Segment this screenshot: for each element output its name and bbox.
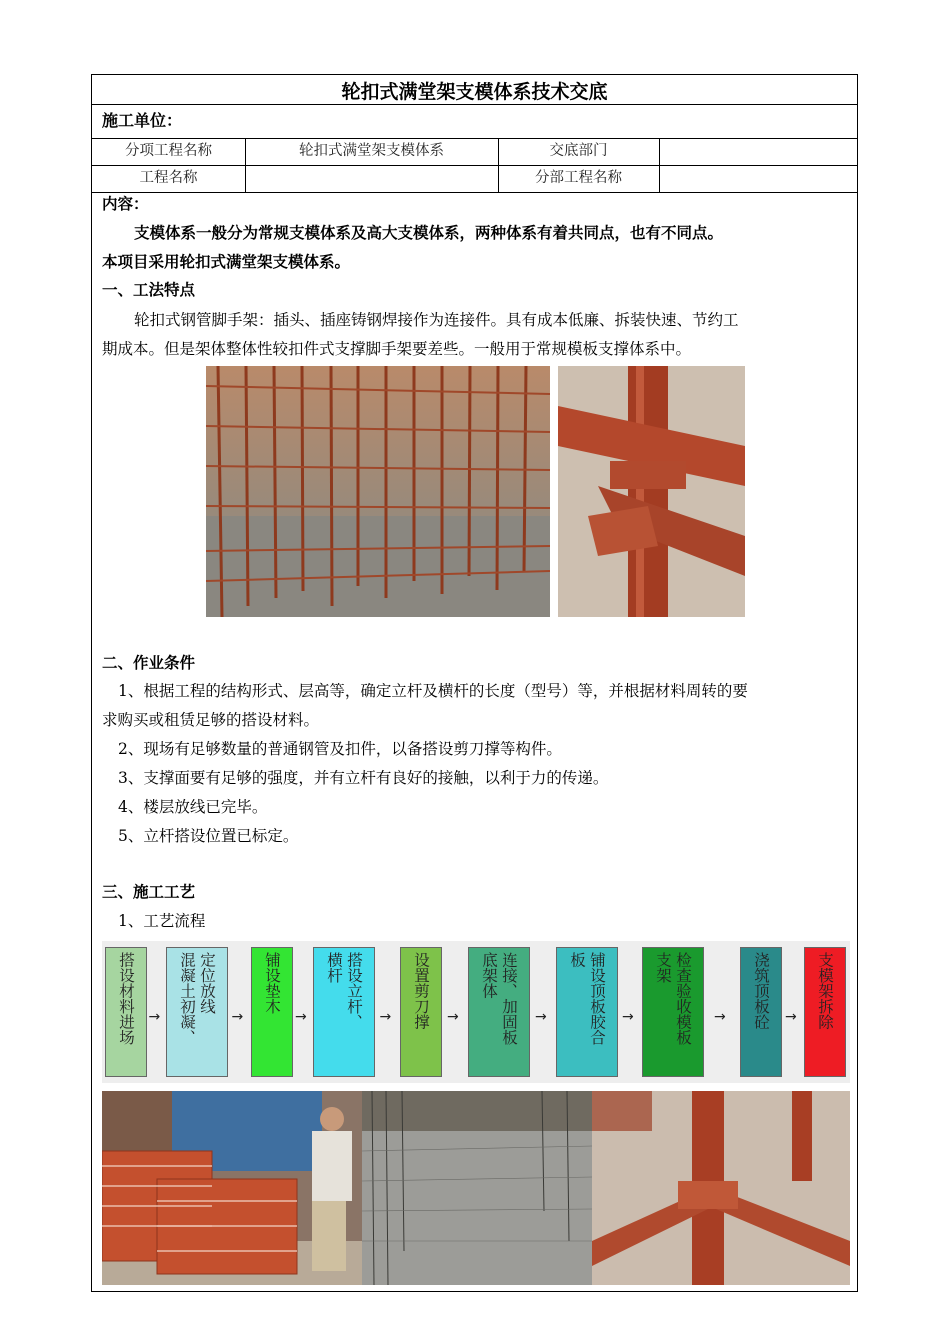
flow-arrow-icon: → xyxy=(447,1009,459,1025)
sub-project-name-label: 分项工程名称 xyxy=(125,143,212,159)
flow-step-label: 浇筑顶板砼 xyxy=(752,952,770,1030)
division-name-value xyxy=(659,165,858,191)
flow-arrow-icon: → xyxy=(535,1009,547,1025)
condition-2: 2、现场有足够数量的普通钢管及扣件，以备搭设剪刀撑等构件。 xyxy=(118,740,562,758)
flow-arrow-icon: → xyxy=(295,1009,307,1025)
process-flow-subtitle: 1、工艺流程 xyxy=(118,912,206,930)
pole-base-photo xyxy=(592,1091,850,1285)
condition-3: 3、支撑面要有足够的强度，并有立杆有良好的接触，以利于力的传递。 xyxy=(118,769,609,787)
intro-line-2: 本项目采用轮扣式满堂架支模体系。 xyxy=(102,253,351,271)
flow-arrow-icon: → xyxy=(714,1009,726,1025)
content-label: 内容： xyxy=(102,195,149,213)
flow-step-label: 搭设材料进场 xyxy=(117,952,135,1045)
section-2-title: 二、作业条件 xyxy=(102,654,196,672)
flow-step-label: 横杆 xyxy=(325,952,343,983)
flow-step xyxy=(166,947,228,1077)
flow-step xyxy=(251,947,293,1077)
section-3-title: 三、施工工艺 xyxy=(102,883,196,901)
flow-step-label: 板 xyxy=(568,952,586,968)
department-value xyxy=(659,138,858,164)
construction-unit-label: 施工单位： xyxy=(102,111,183,130)
section-1-para-line-1: 轮扣式钢管脚手架：插头、插座铸钢焊接作为连接件。具有成本低廉、拆装快速、节约工 xyxy=(134,311,739,329)
project-name-label: 工程名称 xyxy=(139,170,198,186)
process-flow-diagram xyxy=(102,941,850,1083)
intro-line-1: 支模体系一般分为常规支模体系及高大支模体系，两种体系有着共同点，也有不同点。 xyxy=(134,224,724,242)
condition-4: 4、楼层放线已完毕。 xyxy=(118,798,268,816)
scaffold-grid-photo xyxy=(206,366,550,617)
divider xyxy=(92,104,857,105)
condition-1-line-2: 求购买或租赁足够的搭设材料。 xyxy=(102,711,320,729)
flow-arrow-icon: → xyxy=(379,1009,392,1025)
flow-step xyxy=(468,947,530,1077)
material-delivery-photo xyxy=(102,1091,362,1285)
flow-step-label: 支架 xyxy=(654,952,672,983)
flow-step-label: 底架体 xyxy=(480,952,498,999)
project-name-value xyxy=(245,165,498,191)
flow-step xyxy=(642,947,704,1077)
flow-step-label: 检查验收模板 xyxy=(674,952,692,1045)
flow-step xyxy=(400,947,442,1077)
flow-step-label: 设置剪刀撑 xyxy=(412,952,430,1030)
flow-step-label: 铺设顶板胶合 xyxy=(588,952,606,1045)
department-label: 交底部门 xyxy=(549,143,608,159)
section-1-para-line-2: 期成本。但是架体整体性较扣件式支撑脚手架要差些。一般用于常规模板支撑体系中。 xyxy=(102,340,692,358)
divider xyxy=(92,192,857,193)
flow-step xyxy=(740,947,782,1077)
document-title: 轮扣式满堂架支模体系技术交底 xyxy=(341,81,608,103)
flow-step xyxy=(313,947,375,1077)
flow-step xyxy=(105,947,147,1077)
flow-step xyxy=(804,947,846,1077)
flow-step-label: 定位放线 xyxy=(198,952,216,1014)
condition-1-line-1: 1、根据工程的结构形式、层高等，确定立杆及横杆的长度（型号）等，并根据材料周转的要 xyxy=(118,682,748,700)
document-sheet xyxy=(91,74,858,1292)
flow-arrow-icon: → xyxy=(148,1009,161,1025)
coupler-closeup-photo xyxy=(558,366,745,617)
flow-step-label: 铺设垫木 xyxy=(263,952,281,1014)
flow-arrow-icon: → xyxy=(622,1009,634,1025)
sub-project-name-value: 轮扣式满堂架支模体系 xyxy=(299,143,444,159)
flow-step-label: 支模架拆除 xyxy=(816,952,834,1030)
flow-arrow-icon: → xyxy=(785,1009,797,1025)
condition-5: 5、立杆搭设位置已标定。 xyxy=(118,827,299,845)
division-name-label: 分部工程名称 xyxy=(535,170,622,186)
flow-step-label: 连接、加固板 xyxy=(500,952,518,1045)
concrete-slab-photo xyxy=(362,1091,592,1285)
section-1-title: 一、工法特点 xyxy=(102,281,196,299)
flow-step-label: 混凝土初凝、 xyxy=(178,952,196,1045)
flow-step xyxy=(556,947,618,1077)
flow-step-label: 搭设立杆、 xyxy=(345,952,363,1030)
flow-arrow-icon: → xyxy=(231,1009,244,1025)
